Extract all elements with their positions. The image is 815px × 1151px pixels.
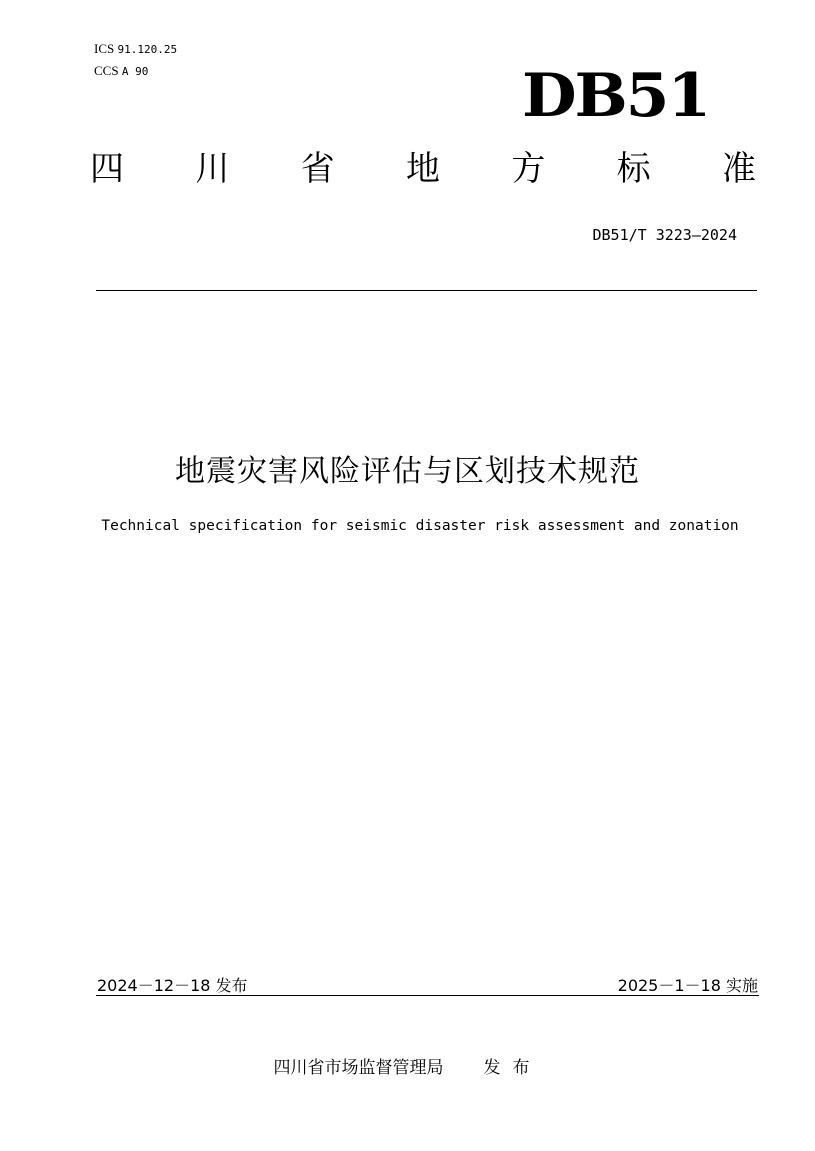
ics-code — [94, 38, 177, 60]
title-english: Technical specification for seismic disaster risk assessment and zonation — [101, 518, 739, 534]
standard-type-char: 标 — [616, 149, 651, 189]
title-chinese: 地震灾害风险评估与区划技术规范 — [175, 454, 640, 489]
ccs-label: CCS — [94, 63, 119, 78]
ccs-value: A 90 — [121, 65, 149, 78]
ics-label: ICS — [94, 41, 115, 56]
standard-type-char: 省 — [300, 149, 335, 189]
standard-type-char: 四 — [90, 149, 124, 189]
top-divider — [96, 290, 757, 291]
implementation-date: 2025－1－18 实施 — [617, 976, 758, 995]
standard-type-char: 川 — [195, 149, 230, 189]
standard-type-char: 准 — [721, 149, 756, 189]
issuer-line — [0, 1053, 815, 1078]
standard-type-heading — [90, 149, 756, 189]
ics-value: 91.120.25 — [117, 43, 178, 56]
standard-number: DB51/T 3223—2024 — [592, 226, 737, 244]
db51-logo: DB51 — [522, 61, 710, 131]
issuer-name: 四川省市场监督管理局 — [273, 1058, 444, 1078]
issue-date: 2024－12－18 发布 — [97, 976, 248, 995]
standard-type-char: 地 — [405, 149, 440, 189]
standard-type-char: 方 — [511, 149, 546, 189]
issuer-action: 发布 — [483, 1058, 542, 1078]
ccs-code — [94, 60, 177, 82]
bottom-divider — [96, 995, 759, 996]
classification-codes — [94, 38, 177, 82]
